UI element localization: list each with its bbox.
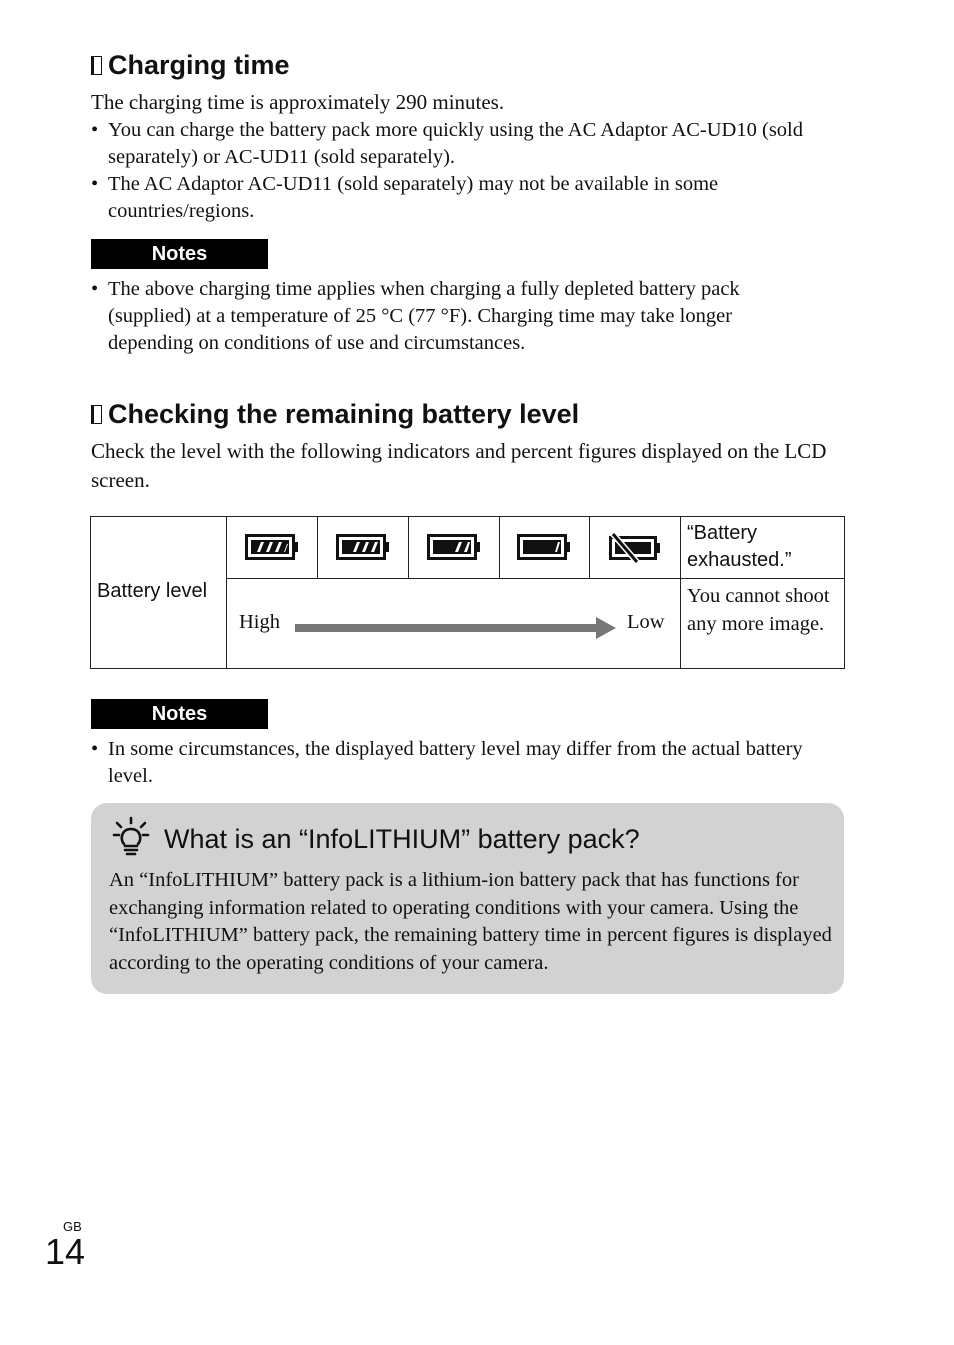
arrow-high-to-low-icon	[295, 615, 617, 641]
charging-intro: The charging time is approximately 290 minutes.	[91, 90, 505, 114]
heading-marker-icon	[91, 56, 102, 75]
page-region-label: GB	[63, 1219, 82, 1234]
exhausted-label: “Battery exhausted.”	[687, 522, 792, 571]
list-item: • You can charge the battery pack more quickly using the AC Adaptor AC-UD10 (sold separately) or AC-UD11 (sold separately).	[91, 117, 831, 171]
high-label: High	[239, 611, 280, 633]
lightbulb-icon	[112, 816, 150, 858]
battery-level-table	[90, 516, 845, 669]
cannot-shoot-text: You cannot shoot any more image.	[687, 585, 830, 635]
heading-marker-icon	[91, 405, 102, 424]
tip-text: An “InfoLITHIUM” battery pack is a lithium-ion battery pack that has functions for exchanging information related to operating conditions with your camera. Using the “InfoLITHIUM” battery pack, the remaining battery time in percent figures is displayed according to the operating conditions of your camera.	[109, 869, 832, 974]
battery-level-notes	[91, 736, 821, 790]
charging-notes	[91, 276, 821, 357]
battery-low-icon	[517, 534, 571, 560]
notes-label: Notes	[91, 239, 268, 269]
heading-text: Checking the remaining battery level	[108, 399, 580, 429]
section-heading-charging	[91, 49, 290, 81]
list-item: • The AC Adaptor AC-UD11 (sold separately) may not be available in some countries/regions.	[91, 171, 831, 225]
battery-half-icon	[427, 534, 481, 560]
list-item: • In some circumstances, the displayed battery level may differ from the actual battery level.	[91, 736, 821, 790]
battery-level-intro: Check the level with the following indicators and percent figures displayed on the LCD screen.	[91, 439, 827, 492]
notes-label: Notes	[91, 699, 268, 729]
row-label: Battery level	[97, 580, 208, 602]
battery-three-quarter-icon	[336, 534, 390, 560]
battery-full-icon	[245, 534, 299, 560]
charging-bullets	[91, 117, 831, 225]
heading-text: Charging time	[108, 50, 290, 80]
low-label: Low	[627, 611, 665, 633]
battery-empty-crossed-icon	[607, 533, 663, 563]
page-number: 14	[45, 1231, 86, 1272]
section-heading-battery-level	[91, 398, 579, 430]
list-item: • The above charging time applies when charging a fully depleted battery pack (supplied) at a temperature of 25 °C (77 °F). Charging time may take longer depending on conditions of use and circumstances.	[91, 276, 821, 357]
tip-title: What is an “InfoLITHIUM” battery pack?	[164, 824, 640, 854]
